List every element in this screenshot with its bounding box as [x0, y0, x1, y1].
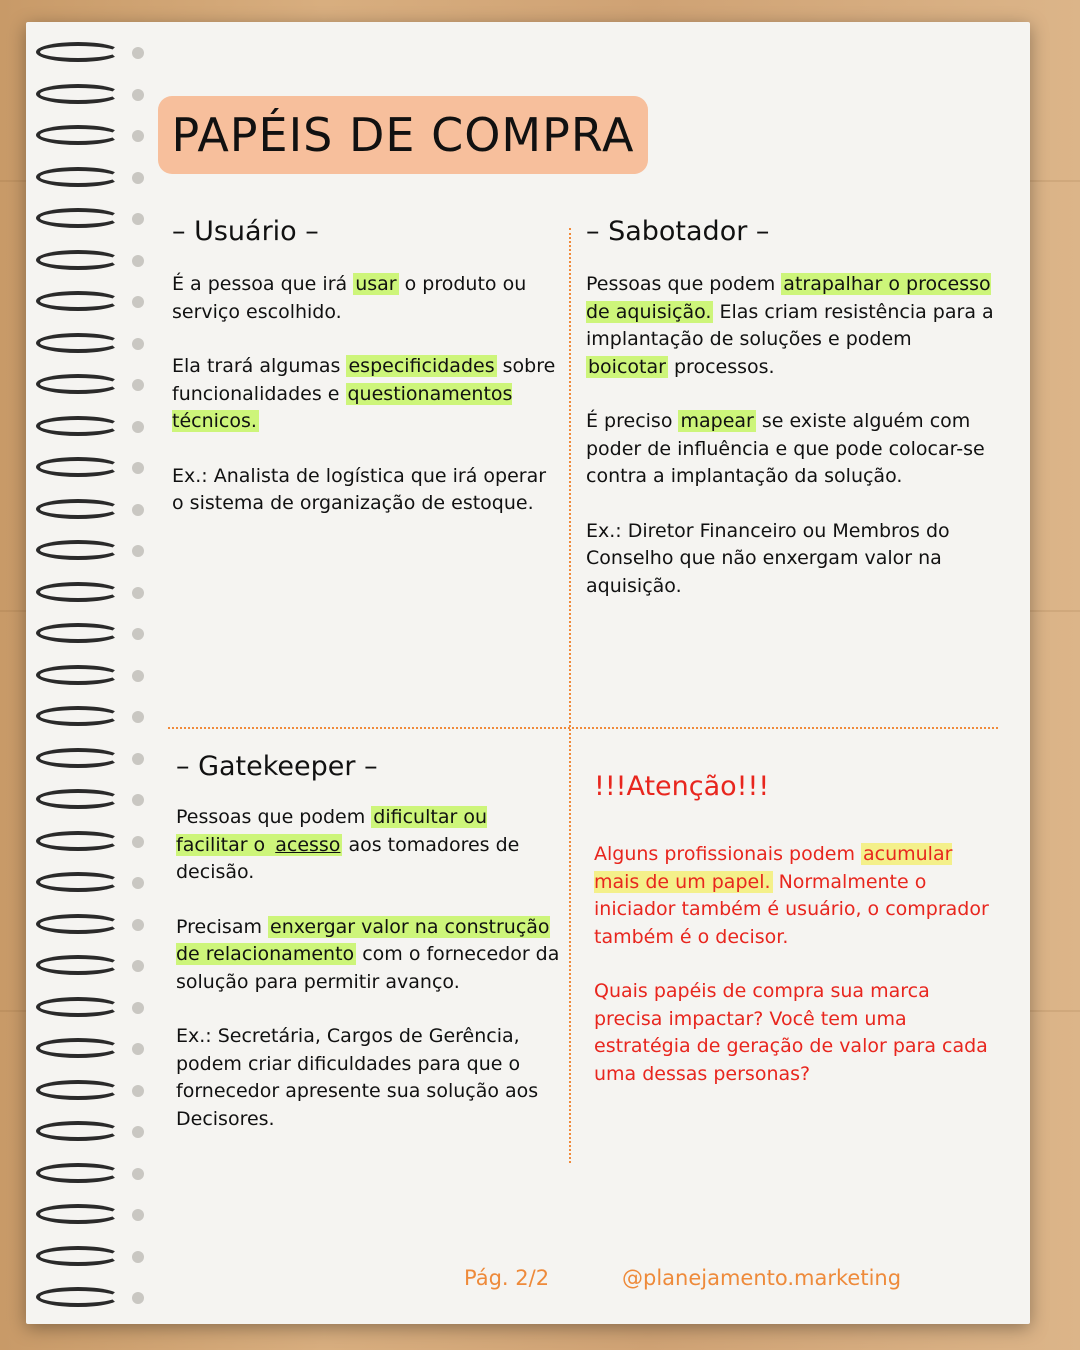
spiral-ring: [36, 789, 136, 811]
ring-wire: [36, 167, 120, 187]
page-number: Pág. 2/2: [464, 1266, 550, 1290]
spiral-ring: [36, 84, 136, 106]
punch-hole: [132, 628, 144, 640]
gatekeeper-heading: – Gatekeeper –: [176, 751, 378, 782]
ring-wire: [36, 374, 120, 394]
spiral-ring: [36, 333, 136, 355]
highlight-usar: usar: [355, 273, 397, 295]
title-box: [158, 96, 648, 174]
spiral-ring: [36, 416, 136, 438]
ring-wire: [36, 1163, 120, 1183]
spiral-ring: [36, 374, 136, 396]
ring-wire: [36, 706, 120, 726]
text-span: Precisam: [176, 915, 269, 938]
highlight-acesso: acesso: [275, 833, 341, 856]
punch-hole: [132, 1043, 144, 1055]
spiral-ring: [36, 1287, 136, 1309]
punch-hole: [132, 296, 144, 308]
highlight-acumular: acumular mais de um papel.: [594, 843, 953, 893]
atencao-heading: !!!Atenção!!!: [594, 771, 770, 802]
spiral-ring: [36, 1080, 136, 1102]
punch-hole: [132, 172, 144, 184]
sabotador-paragraph-2: [586, 408, 994, 491]
punch-hole: [132, 1292, 144, 1304]
ring-wire: [36, 1204, 120, 1224]
spiral-ring: [36, 125, 136, 147]
ring-wire: [36, 789, 120, 809]
spiral-ring: [36, 457, 136, 479]
spiral-ring: [36, 250, 136, 272]
usuario-section: [172, 271, 562, 545]
spiral-ring: [36, 582, 136, 604]
spiral-ring: [36, 914, 136, 936]
spiral-ring: [36, 1038, 136, 1060]
highlight-dificultar: dificultar ou facilitar o: [176, 806, 487, 856]
gatekeeper-paragraph-2: [176, 914, 561, 997]
text-span: Ela trará algumas: [172, 355, 347, 377]
text-span: aos tomadores de decisão.: [176, 833, 520, 883]
ring-wire: [36, 1246, 120, 1266]
atencao-section: [594, 841, 994, 1115]
ring-wire: [36, 84, 120, 104]
ring-wire: [36, 540, 120, 560]
ring-wire: [36, 208, 120, 228]
ring-wire: [36, 1287, 120, 1307]
text-span: se existe alguém com poder de influência e que pode colocar-se contra a implantação da solução.: [586, 410, 985, 487]
highlight-atrapalhar: atrapalhar o processo de aquisição.: [586, 273, 991, 323]
ring-wire: [36, 499, 120, 519]
punch-hole: [132, 379, 144, 391]
punch-hole: [132, 89, 144, 101]
usuario-paragraph-1: [172, 271, 562, 326]
punch-hole: [132, 1085, 144, 1097]
sabotador-heading: – Sabotador –: [586, 216, 770, 247]
ring-wire: [36, 457, 120, 477]
punch-hole: [132, 47, 144, 59]
atencao-paragraph-1: [594, 841, 994, 951]
ring-wire: [36, 416, 120, 436]
ring-wire: [36, 333, 120, 353]
spiral-ring: [36, 167, 136, 189]
text-span: Pessoas que podem: [586, 273, 782, 295]
highlight-mapear: mapear: [680, 410, 754, 432]
spiral-ring: [36, 748, 136, 770]
ring-wire: [36, 665, 120, 685]
text-span: Pessoas que podem: [176, 806, 372, 828]
spiral-ring: [36, 955, 136, 977]
ring-wire: [36, 1121, 120, 1141]
spiral-ring: [36, 42, 136, 64]
spiral-ring: [36, 1121, 136, 1143]
text-span: Elas criam resistência para a implantação de soluções e podem: [586, 300, 994, 350]
text-span: É a pessoa que irá: [172, 273, 354, 295]
punch-hole: [132, 1126, 144, 1138]
highlight-boicotar: boicotar: [588, 355, 666, 378]
punch-hole: [132, 545, 144, 557]
punch-hole: [132, 1251, 144, 1263]
punch-hole: [132, 1209, 144, 1221]
ring-wire: [36, 291, 120, 311]
punch-hole: [132, 670, 144, 682]
spiral-ring: [36, 208, 136, 230]
spiral-ring: [36, 540, 136, 562]
punch-hole: [132, 504, 144, 516]
highlight-enxergar-valor: enxergar valor na construção de relacionamento: [176, 915, 550, 965]
text-span: o produto ou serviço escolhido.: [172, 273, 527, 323]
punch-hole: [132, 1002, 144, 1014]
punch-hole: [132, 919, 144, 931]
ring-wire: [36, 955, 120, 975]
ring-wire: [36, 1038, 120, 1058]
usuario-example: Ex.: Analista de logística que irá operar o sistema de organização de estoque.: [172, 464, 547, 514]
text-span: É preciso: [586, 410, 679, 432]
spiral-ring: [36, 831, 136, 853]
punch-hole: [132, 462, 144, 474]
atencao-question: Quais papéis de compra sua marca precisa impactar? Você tem uma estratégia de geração de valor para cada uma dessas personas?: [594, 980, 988, 1085]
highlight-especificidades: especificidades: [348, 355, 495, 377]
spiral-ring: [36, 291, 136, 313]
usuario-paragraph-2: [172, 353, 562, 436]
text-span: Alguns profissionais podem: [594, 843, 861, 865]
ring-wire: [36, 125, 120, 145]
ring-wire: [36, 1080, 120, 1100]
punch-hole: [132, 587, 144, 599]
punch-hole: [132, 255, 144, 267]
usuario-heading: – Usuário –: [172, 216, 319, 247]
punch-hole: [132, 130, 144, 142]
page-title: PAPÉIS DE COMPRA: [171, 108, 635, 162]
punch-hole: [132, 711, 144, 723]
sabotador-paragraph-1: [586, 271, 994, 381]
highlight-questionamentos: questionamentos técnicos.: [172, 382, 513, 432]
horizontal-divider: [168, 727, 998, 729]
spiral-ring: [36, 872, 136, 894]
punch-hole: [132, 213, 144, 225]
ring-wire: [36, 872, 120, 892]
punch-hole: [132, 836, 144, 848]
punch-hole: [132, 338, 144, 350]
punch-hole: [132, 421, 144, 433]
spiral-ring: [36, 499, 136, 521]
spiral-ring: [36, 623, 136, 645]
sabotador-example: Ex.: Diretor Financeiro ou Membros do Conselho que não enxergam valor na aquisição.: [586, 519, 950, 597]
spiral-ring: [36, 1246, 136, 1268]
ring-wire: [36, 748, 120, 768]
spiral-ring: [36, 706, 136, 728]
gatekeeper-section: [176, 804, 561, 1160]
ring-wire: [36, 582, 120, 602]
gatekeeper-example: Ex.: Secretária, Cargos de Gerência, podem criar dificuldades para que o fornecedor apresente sua solução aos Decisores.: [176, 1025, 539, 1130]
spiral-ring: [36, 1163, 136, 1185]
punch-hole: [132, 753, 144, 765]
ring-wire: [36, 42, 120, 62]
punch-hole: [132, 1168, 144, 1180]
spiral-ring: [36, 1204, 136, 1226]
text-span: processos.: [667, 355, 775, 378]
text-span: Normalmente o iniciador também é usuário, o comprador também é o decisor.: [594, 870, 989, 948]
punch-hole: [132, 960, 144, 972]
punch-hole: [132, 794, 144, 806]
spiral-ring: [36, 997, 136, 1019]
ring-wire: [36, 831, 120, 851]
ring-wire: [36, 623, 120, 643]
vertical-divider: [569, 228, 571, 1163]
gatekeeper-paragraph-1: [176, 804, 561, 887]
punch-hole: [132, 877, 144, 889]
instagram-handle: @planejamento.marketing: [622, 1266, 902, 1290]
ring-wire: [36, 250, 120, 270]
spiral-ring: [36, 665, 136, 687]
sabotador-section: [586, 271, 994, 627]
text-span: sobre funcionalidades e: [172, 355, 556, 405]
ring-wire: [36, 914, 120, 934]
ring-wire: [36, 997, 120, 1017]
text-span: com o fornecedor da solução para permitir avanço.: [176, 943, 560, 993]
